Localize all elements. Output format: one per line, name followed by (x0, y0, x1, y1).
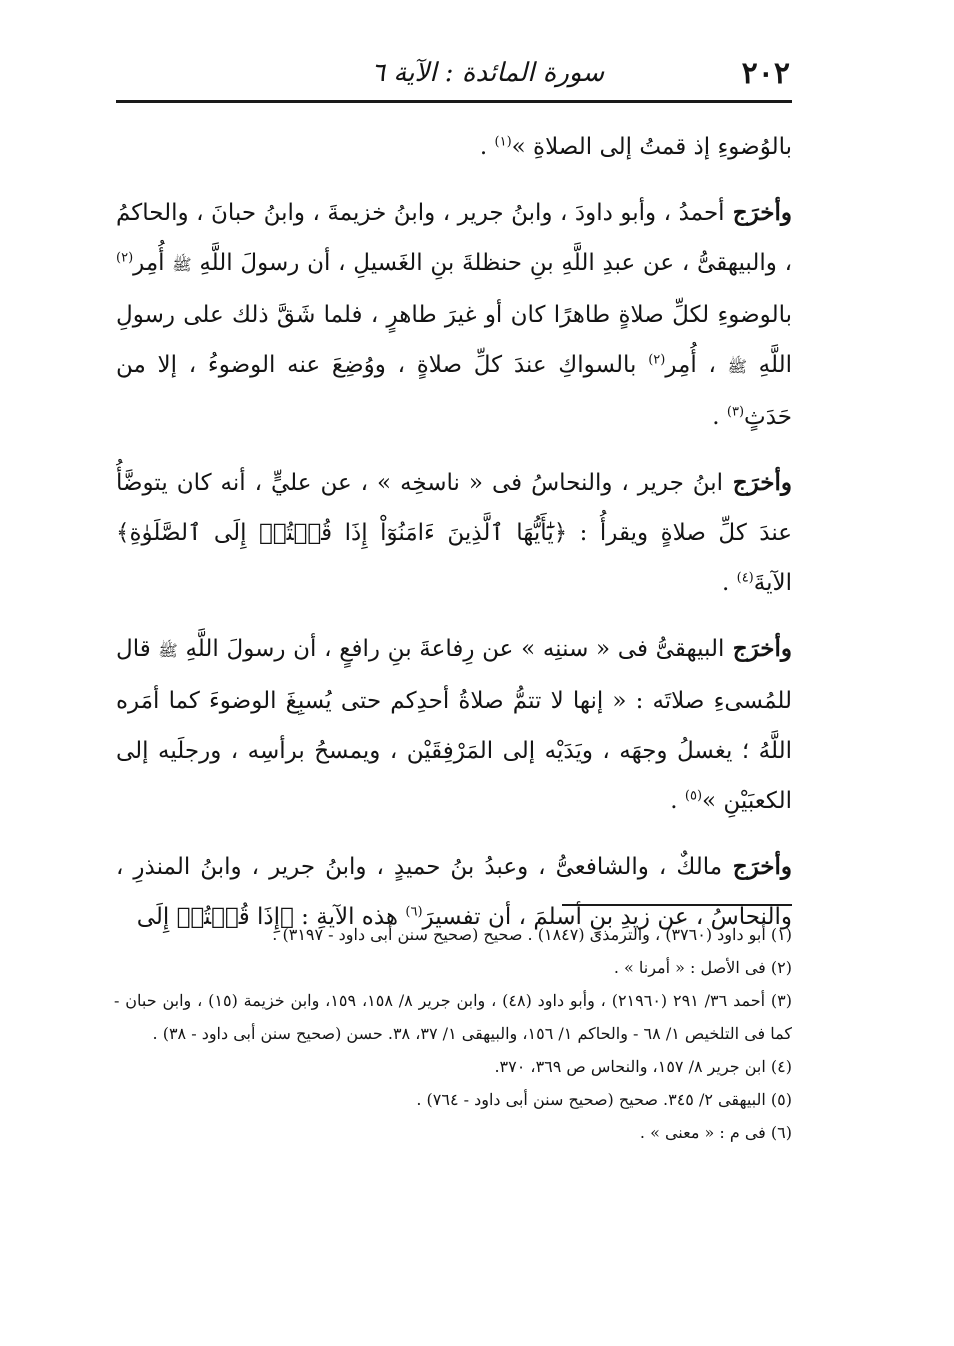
footnote: (٤) ابن جرير ٨/ ١٥٧، والنحاس ص ٣٦٩، ٣٧٠. (494, 1057, 792, 1076)
honorific-ligature: ﷺ (727, 357, 747, 376)
paragraph-text: الآيةَ (753, 570, 792, 596)
footnote-marker: (٥) (684, 788, 703, 804)
footnote-marker: (٢) (116, 250, 134, 266)
footnote-marker: (١) (494, 134, 512, 150)
footnote-marker: (٣) (726, 404, 745, 420)
paragraph (116, 624, 792, 826)
paragraph-text: ، أُمِر (665, 352, 728, 378)
footnote: (٥) البيهقى ٢/ ٣٤٥. صحيح (صحيح سنن أبى داود - ٧٦٤) . (416, 1090, 792, 1109)
paragraph-text: قال للمُسىءِ صلاتَه : « إنها لا تتمُّ صلاةُ أحدِكم حتى يُسبِغَ الوضوءَ كما أمَره اللَّهُ ؛ يغسلُ وجهَه ، ويَدَيْه إلى المَرْفِقَيْن ، ويمسحُ برأسِه ، ورجلَيه إلى الكعبَيْنِ » (116, 636, 792, 814)
quran-quote: ﴿إِذَا قُمۡتُمۡ إِلَى (136, 904, 294, 930)
lead-verb: وأخرَج (722, 853, 792, 880)
paragraph-text: مالكٌ ، والشافعىُّ ، وعبدُ بنُ حميدٍ ، وابنُ جرير ، وابنُ المنذرِ ، والنحاسُ ، عن زيدِ بنِ أسلمَ ، أن تفسيرَ (116, 854, 792, 930)
paragraph-text: أحمدُ ، وأبو داودَ ، وابنُ جرير ، وابنُ خزيمةَ ، وابنُ حبانَ ، والحاكمُ ، والبيهقىُّ ، عن عبدِ اللَّهِ بنِ حنظلةَ بنِ الغَسيلِ ، أن رسولَ اللَّهِ (116, 200, 792, 276)
paragraph-text: البيهقىُّ فى « سننِه » عن رِفاعةَ بنِ رافعٍ ، أن رسولَ اللَّهِ (177, 636, 725, 662)
quran-quote: ﴿يَٰٓأَيُّهَا ٱلَّذِينَ ءَامَنُوٓاْ إِذَا قُمۡتُمۡ إِلَى ٱلصَّلَوٰةِ﴾ (116, 520, 568, 546)
paragraph-text: . (479, 134, 495, 160)
paragraph-text: . (712, 404, 727, 430)
footnote-marker: (٤) (736, 570, 754, 586)
paragraph-text: هذه الآيةِ : (293, 904, 406, 930)
paragraph-text: . (721, 570, 737, 596)
paragraph (116, 188, 792, 442)
running-title: سورة المائدة : الآية ٦ (371, 58, 605, 88)
lead-verb: وأخرَج (724, 635, 793, 662)
header-rule (116, 100, 792, 103)
footnote-marker: (٢) (648, 352, 666, 368)
footnote-marker: (٦) (405, 904, 423, 920)
lead-verb: وأخرَج (723, 469, 792, 496)
honorific-ligature: ﷺ (172, 255, 192, 274)
footnote: (١) أبو داود (٣٧٦٠) ، والترمذى (١٨٤٧) . صحيح (صحيح سنن أبى داود - ٣١٩٧) . (272, 925, 792, 944)
paragraph-text: بالوُضوءِ إذ قمتُ إلى الصلاةِ » (511, 134, 792, 160)
honorific-ligature: ﷺ (158, 641, 178, 660)
footnotes (114, 918, 792, 1149)
paragraph-text: أُمِر (133, 250, 173, 276)
page-number: ٢٠٢ (741, 56, 790, 91)
page-header (118, 52, 790, 96)
paragraph-text: . (670, 788, 685, 814)
footnote: (٦) فى م : « معنى » . (639, 1123, 792, 1142)
paragraph-text: ابنُ جرير ، والنحاسُ فى « ناسخِه » ، عن عليٍّ ، أنه كان يتوضَّأُ عندَ كلِّ صلاةٍ ويقرأُ : (116, 470, 793, 546)
lead-verb: وأخرَج (724, 199, 793, 226)
paragraph-text: بالسواكِ عندَ كلِّ صلاةٍ ، ووُضِعَ عنه الوضوءُ ، إلا من حَدَثٍ (116, 352, 792, 430)
paragraph (116, 458, 792, 608)
footnote: (٢) فى الأصل : « أمرنا » . (613, 958, 792, 977)
paragraph-text: بالوضوءِ لكلِّ صلاةٍ طاهرًا كان أو غيرَ طاهرٍ ، فلما شَقَّ ذلك على رسولِ اللَّهِ (116, 302, 793, 378)
body-text (116, 122, 792, 942)
footnote-rule (562, 904, 792, 906)
paragraph (116, 122, 792, 172)
footnote: (٣) أحمد ٣٦/ ٢٩١ (٢١٩٦٠) ، وأبو داود (٤٨) ، وابن جرير ٨/ ١٥٨، ١٥٩، وابن خزيمة (١٥) ، وابن حبان - كما فى التلخيص ١/ ٦٨ - والحاكم ١/ ١٥٦، والبيهقى ١/ ٣٧، ٣٨. حسن (صحيح سنن أبى داود - ٣٨) . (114, 991, 792, 1043)
